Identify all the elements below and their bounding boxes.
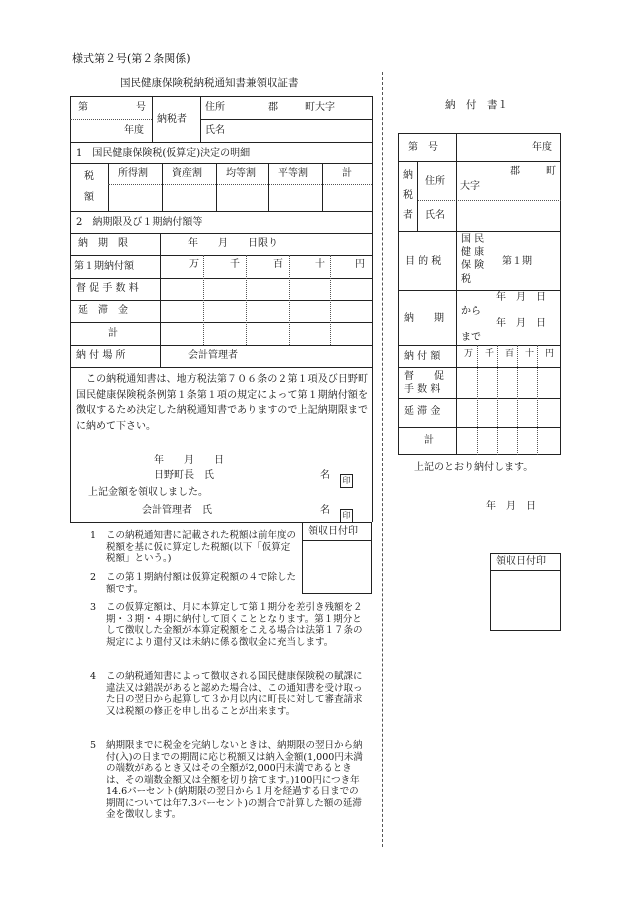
tax-row-label-a: 税 [84, 171, 94, 182]
slip-gun: 郡 [510, 166, 520, 177]
deadline-value: 年 月 日限り [188, 238, 278, 249]
treasurer-name-suffix: 名 [320, 505, 330, 516]
slip-payer-label-1: 納 [403, 170, 413, 181]
slip-unit-man: 万 [464, 349, 474, 359]
total-label: 計 [108, 328, 118, 339]
note-5: 5 納期限までに税金を完納しないときは、納期限の翌日から納付(入)の日までの期間に応じ税額又は納入金額(1,000円未満の端数があるとき又はその全額が2,000円未満であるときは、その端数金額又は全額を切り捨てます。)100円につき年14.6パーセント(納期限の翌日から１月を経過する日までの期間については年7.3パーセント)の割合で計算した額の延滞金を徴収します。 [90, 740, 363, 820]
slip-purpose-line2: 健 康 [461, 247, 485, 258]
notice-number-suffix: 号 [136, 102, 146, 113]
late-fee-label: 延 滞 金 [78, 305, 128, 316]
slip-fee-label-a: 督 促 [404, 371, 444, 382]
slip-unit-sen: 千 [485, 349, 495, 359]
col-asset: 資産割 [172, 168, 202, 179]
col-total: 計 [342, 168, 352, 179]
unit-man: 万 [189, 259, 199, 270]
receipt-stamp-label: 領収日付印 [308, 526, 358, 537]
note-3: 3 この仮算定額は、月に本算定して第１期分を差引き残額を２期・３期・４期に納付して頂くこととなります。第１期分として徴収した金額が本算定税額をこえる場合は法第１７条の規定により還付又は未納に係る徴収金に充当します。 [90, 602, 363, 648]
slip-year-label: 年度 [532, 142, 552, 153]
first-amount-label: 第１期納付額 [74, 261, 134, 272]
slip-number-label: 第 号 [408, 142, 438, 153]
received-statement: 上記金額を領収しました。 [88, 487, 208, 498]
slip-payer-label-2: 税 [403, 190, 413, 201]
slip-unit-hyaku: 百 [505, 349, 515, 359]
mayor-name: 日野町長 氏 [154, 470, 214, 481]
section2-title: 2 納期限及び１期納付額等 [76, 217, 203, 228]
slip-unit-ju: 十 [525, 349, 535, 359]
slip-fee-label-b: 手 数 料 [404, 384, 441, 395]
notice-year-label: 年度 [124, 125, 144, 136]
slip-purpose-line4: 税 [461, 274, 471, 285]
slip-receipt-stamp-label: 領収日付印 [496, 556, 546, 567]
treasurer-name: 会計管理者 氏 [142, 505, 212, 516]
slip-term-from: から [461, 306, 481, 317]
slip-term-to-date: 年 月 日 [496, 318, 546, 329]
col-equal: 均等割 [226, 168, 256, 179]
address-gun: 郡 [268, 102, 278, 113]
unit-hyaku: 百 [273, 259, 283, 270]
note-1: 1 この納税通知書に記載された税額は前年度の税額を基に仮に算定した税額(以下「仮算定税額」という。) [90, 530, 297, 564]
payment-place-value: 会計管理者 [188, 350, 238, 361]
slip-purpose-label: 目 的 税 [405, 256, 442, 267]
notice-statement: この納税通知書は、地方税法第７０６条の２第１項及び日野町国民健康保険税条例第１条第１項の規定によって第１期納付額を徴収するため決定した納税通知書でありますので上記納期限までに納めて下さい。 [76, 374, 368, 432]
slip-unit-en: 円 [545, 349, 555, 359]
reminder-fee-label: 督 促 手 数 料 [76, 283, 139, 294]
slip-title: 納 付 書１ [445, 99, 508, 111]
cut-line [382, 72, 383, 847]
slip-date: 年 月 日 [486, 501, 536, 512]
slip-payer-label-3: 者 [403, 210, 413, 221]
note-2: 2 この第１期納付額は仮算定税額の４で除した額です。 [90, 572, 297, 595]
slip-purpose-line1: 国 民 [461, 234, 485, 245]
slip-total-label: 計 [424, 435, 434, 446]
slip-term-label: 納 期 [404, 313, 444, 324]
taxpayer-label: 納税者 [157, 114, 187, 125]
slip-town: 町 [546, 166, 556, 177]
address-label: 住所 [205, 102, 225, 113]
tax-row-label-b: 額 [84, 192, 94, 203]
mayor-seal: 印 [340, 468, 353, 488]
name-label: 氏名 [205, 125, 225, 136]
unit-ju: 十 [315, 259, 325, 270]
col-income: 所得割 [118, 168, 148, 179]
slip-address-label: 住所 [425, 176, 445, 187]
treasurer-seal: 印 [340, 503, 353, 523]
col-flat: 平等割 [278, 168, 308, 179]
notice-number-label: 第 [78, 102, 88, 113]
slip-late-label: 延 滞 金 [404, 406, 441, 417]
note-4: 4 この納税通知書によって徴収される国民健康保険税の賦課に違法又は錯誤があると認めた場合は、この通知書を受け取った日の翌日から起算して３か月以内に町長に対して審査請求又は税額の修正を申し出ることが出来ます。 [90, 671, 363, 717]
unit-sen: 千 [230, 259, 240, 270]
address-town: 町大字 [305, 102, 335, 113]
slip-paid-text: 上記のとおり納付します。 [414, 462, 534, 473]
notice-title: 国民健康保険税納税通知書兼領収証書 [120, 77, 299, 89]
slip-purpose-line3: 保 険 [461, 260, 485, 271]
slip-period-value: 第１期 [502, 256, 532, 267]
slip-amount-label: 納 付 額 [404, 351, 441, 362]
form-id: 様式第２号(第２条関係) [72, 52, 191, 65]
slip-term-to: まで [461, 332, 481, 343]
slip-oaza: 大字 [460, 181, 480, 192]
mayor-name-suffix: 名 [320, 470, 330, 481]
slip-name-label: 氏名 [425, 210, 445, 221]
section1-title: 1 国民健康保険税(仮算定)決定の明細 [76, 148, 251, 159]
payment-place-label: 納 付 場 所 [76, 350, 126, 361]
notice-date: 年 月 日 [154, 455, 224, 466]
unit-en: 円 [355, 259, 365, 270]
deadline-label: 納 期 限 [78, 238, 128, 249]
slip-term-from-date: 年 月 日 [496, 292, 546, 303]
